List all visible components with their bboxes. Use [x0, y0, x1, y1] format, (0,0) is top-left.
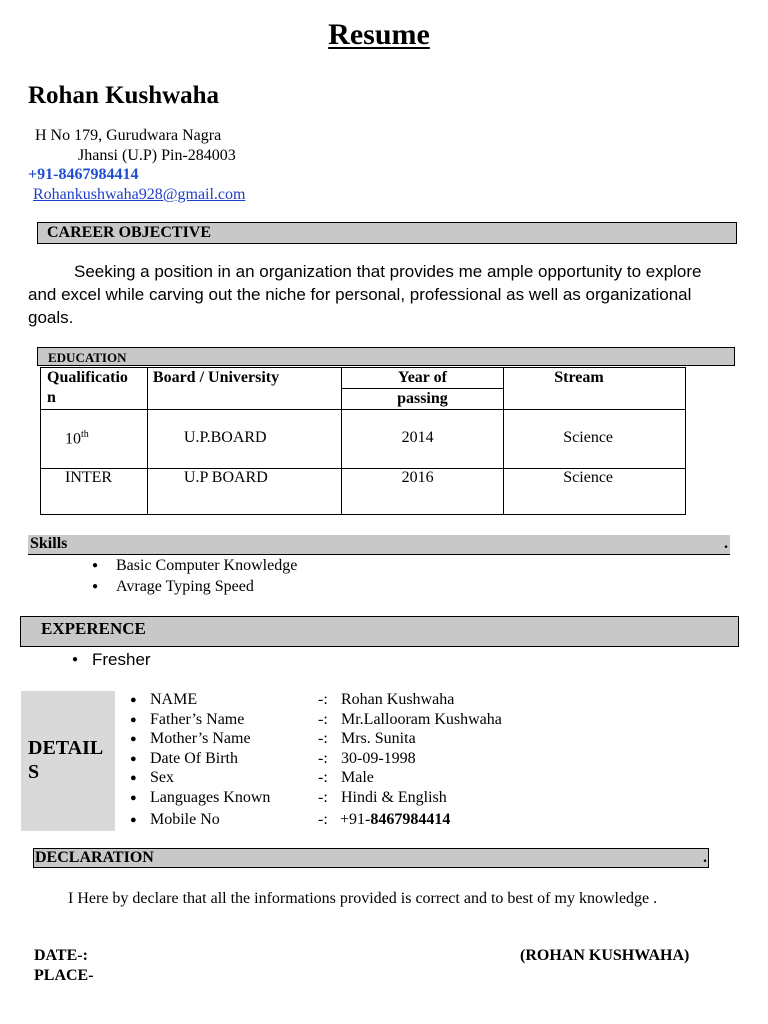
cell-board: U.P.BOARD [147, 410, 341, 469]
candidate-name: Rohan Kushwaha [28, 82, 220, 109]
details-heading: DETAILS [28, 737, 104, 783]
table-row [41, 469, 686, 515]
experience-heading: EXPERENCE [20, 616, 739, 647]
experience-item: ● Fresher [72, 650, 151, 669]
cell-stream: Science [504, 410, 686, 469]
header-qualification: Qualificatio n [41, 368, 148, 410]
phone-number: +91-8467984414 [28, 166, 139, 183]
place-label: PLACE- [34, 967, 94, 984]
address-line-2: Jhansi (U.P) Pin-284003 [78, 147, 236, 164]
header-stream: Stream [504, 368, 686, 410]
list-item: ● Avrage Typing Speed [92, 576, 297, 597]
cell-year: 2016 [341, 469, 504, 515]
email-link[interactable]: Rohankushwaha928@gmail.com [33, 186, 246, 203]
cell-qualification: 10th [41, 410, 148, 469]
education-table [40, 367, 686, 515]
table-row [41, 410, 686, 469]
list-item: ● Basic Computer Knowledge [92, 555, 297, 576]
declaration-text: I Here by declare that all the informations provided is correct and to best of my knowledge . [68, 890, 658, 907]
declaration-heading: DECLARATION . [35, 849, 707, 866]
cell-board: U.P BOARD [147, 469, 341, 515]
cell-qualification: INTER [41, 469, 148, 515]
bullet-icon: ● [72, 654, 79, 665]
address-line-1: H No 179, Gurudwara Nagra [35, 127, 222, 144]
skills-heading: Skills . [28, 535, 730, 555]
header-year: Year of passing [341, 368, 504, 410]
header-board: Board / University [147, 368, 341, 410]
education-heading: EDUCATION [37, 347, 735, 366]
signature-name: (ROHAN KUSHWAHA) [520, 947, 690, 964]
career-objective-text: Seeking a position in an organization that provides me ample opportunity to explore and excel while carving out the niche for personal, professional as well as organizational goals. [28, 262, 702, 327]
page-title: Resume [328, 18, 430, 51]
date-label: DATE-: [34, 947, 88, 964]
cell-stream: Science [504, 469, 686, 515]
skills-list [92, 555, 297, 597]
career-objective-heading: CAREER OBJECTIVE [37, 222, 737, 244]
cell-year: 2014 [341, 410, 504, 469]
education-header-row [41, 368, 686, 410]
